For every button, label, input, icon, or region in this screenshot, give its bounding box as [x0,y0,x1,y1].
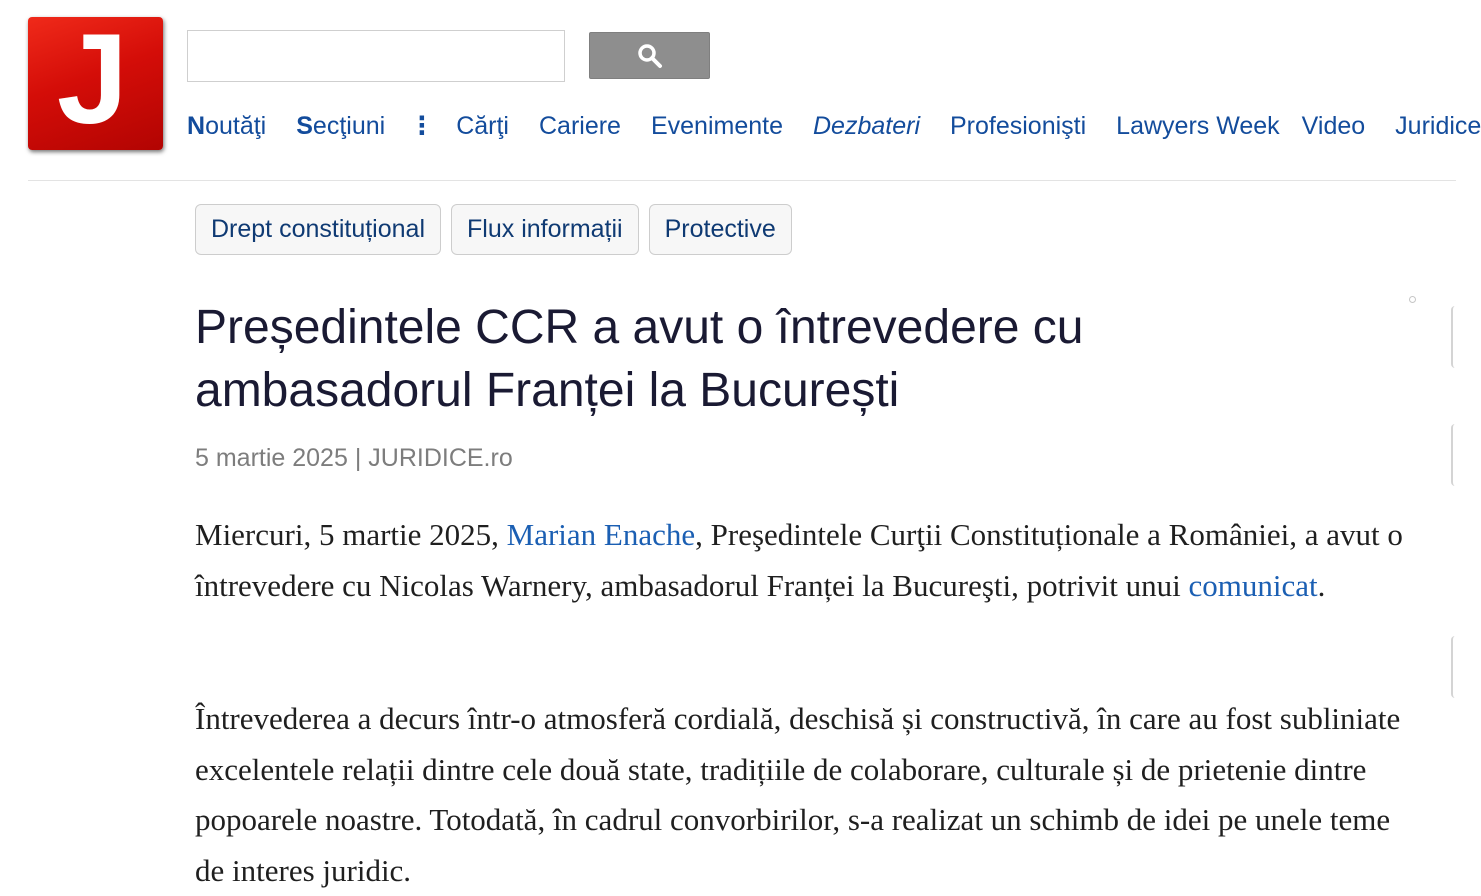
nav-item-dezbateri[interactable]: Dezbateri [813,111,920,140]
nav-item-cariere[interactable]: Cariere [538,111,621,140]
logo-letter: J [56,8,129,151]
search-input[interactable] [187,30,565,82]
site-logo[interactable] [28,8,163,151]
nav-item-juridice[interactable]: Juridice [1395,111,1481,140]
press-release-link[interactable]: comunicat [1188,567,1318,603]
tag-flux-informatii[interactable]: Flux informații [451,204,639,255]
side-panel-edge [1451,306,1456,368]
main-nav [187,106,1481,146]
author-link[interactable]: Marian Enache [506,517,696,552]
article-date: 5 martie 2025 [195,444,348,472]
nav-item-video[interactable]: Video [1301,111,1366,140]
article-title: Președintele CCR a avut o întrevedere cu ambasadorul Franței la București [195,301,1084,417]
paragraph-text: Miercuri, 5 martie 2025, [195,517,507,552]
search-icon [637,43,663,69]
article-source: JURIDICE.ro [368,444,513,472]
tag-protective[interactable]: Protective [649,204,792,255]
nav-item-evenimente[interactable]: Evenimente [650,111,783,140]
nav-item-profesionisti[interactable]: Profesionişti [950,111,1087,140]
article-tags [195,204,792,255]
nav-item-carti[interactable]: Cărţi [456,111,509,140]
paragraph-text: , Preşedintele Curţii Constituționale a României, a avut o întrevedere cu Nicolas Warnery, ambasadorul Franței la Bucureşti, potrivit unui [195,517,1403,603]
article-meta [195,444,513,473]
scroll-indicator [1409,296,1416,303]
side-panel-edge [1451,636,1456,698]
article-paragraph-2: Întrevederea a decurs într-o atmosferă cordială, deschisă și constructivă, în care au fost subliniate excelentele relații dintre cele două state, tradițiile de colaborare, culturale și de prietenie dintre popoarele noastre. Totodată, în cadrul convorbirilor, s-a realizat un schimb de idei pe unele teme de interes juridic. [195,701,1401,888]
paragraph-text: . [1317,567,1326,603]
meta-separator: | [347,444,369,472]
nav-item-lawyers-week[interactable]: Lawyers Week [1116,111,1280,140]
tag-drept-constitutional[interactable]: Drept constituțional [195,204,441,255]
header-divider [28,180,1456,181]
more-vertical-icon[interactable]: ⋮ [409,112,435,140]
article-paragraph-1 [195,510,1415,611]
search-button[interactable] [589,32,710,79]
side-panel-edge [1451,424,1456,486]
nav-item-sectiuni[interactable]: Secţiuni [296,111,386,140]
nav-item-noutati[interactable]: Noutăţi [187,111,267,140]
